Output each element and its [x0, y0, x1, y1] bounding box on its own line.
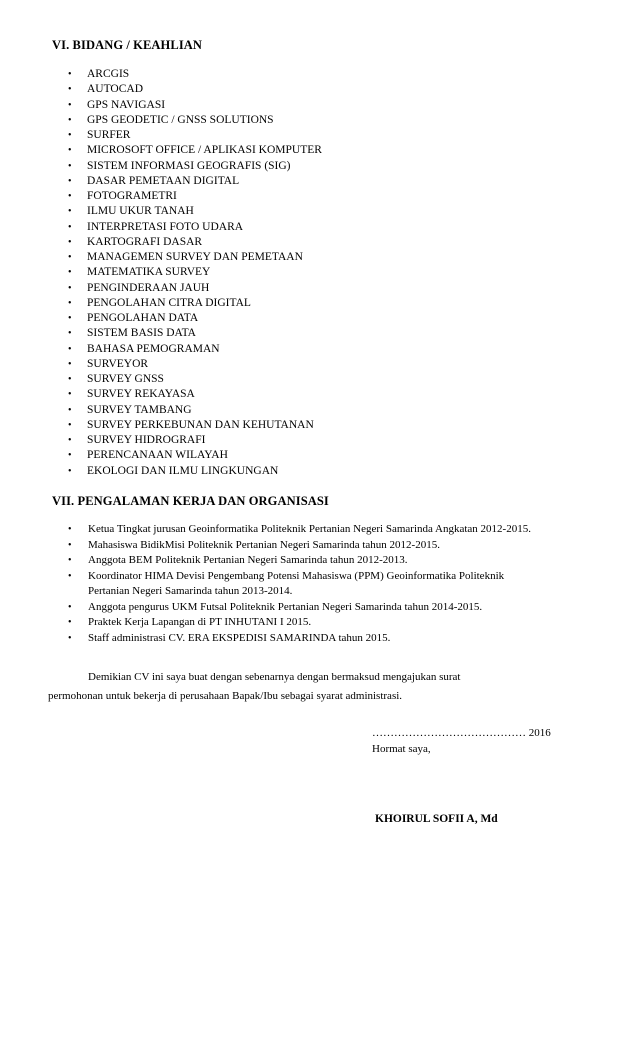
skill-item-text: DASAR PEMETAAN DIGITAL [87, 174, 240, 187]
skill-item-text: SISTEM INFORMASI GEOGRAFIS (SIG) [87, 159, 291, 172]
skill-item-text: PERENCANAAN WILAYAH [87, 449, 228, 462]
signature-date-line: …………………………………… 2016 [372, 727, 551, 739]
bullet-icon: • [68, 236, 72, 248]
experience-item-text: Anggota pengurus UKM Futsal Politeknik Pertanian Negeri Samarinda tahun 2014-2015. [88, 600, 483, 613]
skill-item [68, 433, 322, 448]
bullet-icon: • [68, 282, 72, 294]
bullet-icon: • [68, 539, 72, 551]
skill-item [68, 296, 322, 311]
skills-list [68, 67, 322, 479]
skill-item-text: EKOLOGI DAN ILMU LINGKUNGAN [87, 464, 279, 477]
skill-item-text: GPS GEODETIC / GNSS SOLUTIONS [87, 113, 274, 126]
skill-item [68, 448, 322, 463]
skill-item-text: AUTOCAD [87, 83, 144, 96]
bullet-icon: • [68, 374, 72, 385]
bullet-icon: • [68, 435, 72, 446]
bullet-icon: • [68, 69, 72, 80]
bullet-icon: • [68, 358, 72, 370]
closing-statement [48, 668, 532, 706]
experience-item [68, 569, 548, 600]
bullet-icon: • [68, 632, 72, 644]
bullet-icon: • [68, 160, 72, 172]
experience-item [68, 600, 548, 616]
skill-item-text: MANAGEMEN SURVEY DAN PEMETAAN [87, 251, 303, 263]
skill-item [68, 281, 322, 296]
bullet-icon: • [68, 252, 72, 263]
skill-item-text: KARTOGRAFI DASAR [87, 235, 203, 248]
skill-item [68, 235, 322, 250]
skill-item-text: SISTEM BASIS DATA [87, 327, 196, 340]
skill-item-text: ILMU UKUR TANAH [87, 205, 194, 218]
skill-item-text: BAHASA PEMOGRAMAN [87, 342, 220, 355]
skill-item [68, 113, 322, 128]
skill-item-text: GPS NAVIGASI [87, 98, 166, 111]
skill-item [68, 250, 322, 265]
skill-item [68, 357, 322, 372]
skill-item [68, 372, 322, 387]
bullet-icon: • [68, 450, 72, 462]
skill-item-text: SURFER [87, 129, 131, 141]
section-title-bidang-keahlian: VI. BIDANG / KEAHLIAN [52, 38, 203, 52]
bullet-icon: • [68, 191, 72, 202]
skill-item [68, 143, 322, 158]
skill-item [68, 418, 322, 433]
bullet-icon: • [68, 114, 72, 126]
skill-item [68, 403, 322, 418]
skill-item-text: INTERPRETASI FOTO UDARA [87, 220, 244, 233]
skill-item [68, 311, 322, 326]
skill-item [68, 174, 322, 189]
section-title-pengalaman: VII. PENGALAMAN KERJA DAN ORGANISASI [52, 494, 329, 508]
skill-item [68, 128, 322, 143]
bullet-icon: • [68, 175, 72, 187]
skill-item-text: SURVEYOR [87, 357, 149, 370]
experience-item-text: Staff administrasi CV. ERA EKSPEDISI SAMARINDA tahun 2015. [88, 631, 391, 644]
experience-list [68, 522, 548, 646]
experience-item-text: Ketua Tingkat jurusan Geoinformatika Politeknik Pertanian Negeri Samarinda Angkatan 2012-2015. [88, 523, 531, 535]
bullet-icon: • [68, 99, 72, 111]
closing-line-1: Demikian CV ini saya buat dengan sebenarnya dengan bermaksud mengajukan surat [88, 671, 461, 683]
bullet-icon: • [68, 130, 72, 141]
experience-item-text: Anggota BEM Politeknik Pertanian Negeri Samarinda tahun 2012-2013. [88, 554, 408, 566]
skill-item-text: ARCGIS [87, 68, 130, 80]
experience-item [68, 615, 548, 631]
skill-item [68, 189, 322, 204]
experience-item-text: Praktek Kerja Lapangan di PT INHUTANI I 2015. [88, 616, 312, 628]
skill-item [68, 265, 322, 280]
skill-item-text: MICROSOFT OFFICE / APLIKASI KOMPUTER [87, 144, 322, 157]
skill-item-text: MATEMATIKA SURVEY [87, 266, 211, 279]
bullet-icon: • [68, 601, 72, 613]
skill-item [68, 387, 322, 402]
bullet-icon: • [68, 145, 72, 157]
experience-item [68, 522, 548, 538]
skill-item [68, 464, 322, 479]
bullet-icon: • [68, 297, 72, 309]
bullet-icon: • [68, 419, 72, 431]
bullet-icon: • [68, 617, 72, 628]
skill-item-text: FOTOGRAMETRI [87, 190, 177, 202]
skill-item-text: SURVEY HIDROGRAFI [87, 434, 206, 446]
bullet-icon: • [68, 267, 72, 279]
experience-item [68, 538, 548, 554]
skill-item-text: PENGINDERAAN JAUH [87, 281, 210, 294]
skill-item [68, 342, 322, 357]
bullet-icon: • [68, 84, 72, 96]
signature-name: KHOIRUL SOFII A, Md [375, 813, 498, 825]
signature-greeting: Hormat saya, [372, 743, 431, 755]
skill-item [68, 220, 322, 235]
experience-item-text: Mahasiswa BidikMisi Politeknik Pertanian Negeri Samarinda tahun 2012-2015. [88, 538, 440, 551]
bullet-icon: • [68, 524, 72, 535]
skill-item [68, 67, 322, 82]
experience-item [68, 553, 548, 569]
bullet-icon: • [68, 555, 72, 566]
skill-item [68, 82, 322, 97]
bullet-icon: • [68, 389, 72, 401]
skill-item-text: SURVEY GNSS [87, 373, 164, 385]
experience-item [68, 631, 548, 647]
skill-item-text: SURVEY REKAYASA [87, 388, 195, 401]
bullet-icon: • [68, 570, 72, 582]
skill-item [68, 98, 322, 113]
skill-item-text: SURVEY PERKEBUNAN DAN KEHUTANAN [87, 418, 314, 431]
bullet-icon: • [68, 404, 72, 416]
bullet-icon: • [68, 206, 72, 218]
skill-item [68, 204, 322, 219]
bullet-icon: • [68, 221, 72, 233]
closing-line-2: permohonan untuk bekerja di perusahaan Bapak/Ibu sebagai syarat administrasi. [48, 690, 403, 702]
bullet-icon: • [68, 328, 72, 340]
experience-item-text: Koordinator HIMA Devisi Pengembang Potensi Mahasiswa (PPM) Geoinformatika Politeknik Pertanian Negeri Samarinda tahun 2013-2014. [88, 569, 505, 597]
skill-item-text: PENGOLAHAN DATA [87, 312, 199, 324]
bullet-icon: • [68, 313, 72, 324]
bullet-icon: • [68, 343, 72, 355]
skill-item-text: PENGOLAHAN CITRA DIGITAL [87, 296, 251, 309]
skill-item-text: SURVEY TAMBANG [87, 403, 192, 416]
skill-item [68, 326, 322, 341]
bullet-icon: • [68, 465, 72, 477]
skill-item [68, 159, 322, 174]
